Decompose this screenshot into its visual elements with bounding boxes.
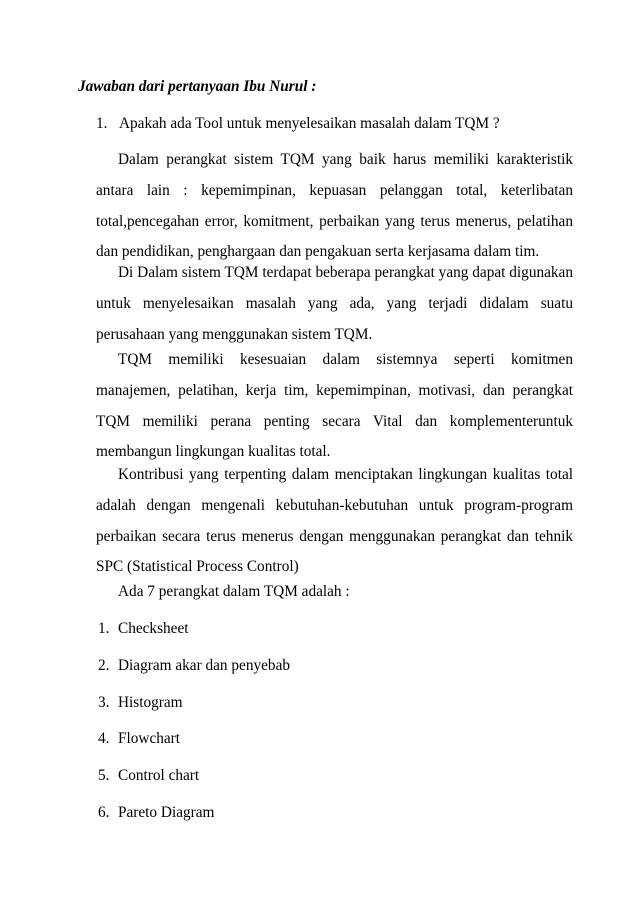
list-item	[98, 767, 290, 804]
paragraph-tools-usage: Di Dalam sistem TQM terdapat beberapa perangkat yang dapat digunakan untuk menyelesaikan masalah yang ada, yang terjadi didalam suatu perusahaan yang menggunakan sistem TQM.	[96, 264, 573, 343]
list-item-number: 2.	[98, 656, 110, 674]
question-number: 1.	[96, 115, 108, 132]
list-item	[98, 730, 290, 767]
list-item-label: Control chart	[118, 767, 200, 785]
list-item-label: Histogram	[118, 693, 183, 711]
list-item-number: 1.	[98, 620, 110, 637]
list-item	[98, 620, 290, 657]
document-heading: Jawaban dari pertanyaan Ibu Nurul :	[78, 78, 317, 95]
tools-intro: Ada 7 perangkat dalam TQM adalah :	[118, 583, 350, 600]
list-item-number: 5.	[98, 767, 110, 785]
list-item-label: Flowchart	[118, 730, 181, 748]
list-item	[98, 804, 290, 841]
list-item-number: 6.	[98, 803, 110, 821]
list-item-label: Pareto Diagram	[118, 803, 215, 821]
tools-list	[98, 620, 290, 841]
paragraph-compatibility: TQM memiliki kesesuaian dalam sistemnya seperti komitmen manajemen, pelatihan, kerja tim, kepemimpinan, motivasi, dan perangkat TQM memiliki perana penting secara Vital dan komplementeruntuk membangun lingkungan kualitas total.	[96, 351, 573, 461]
list-item-label: Checksheet	[118, 620, 189, 637]
list-item	[98, 657, 290, 694]
paragraph-contribution: Kontribusi yang terpenting dalam menciptakan lingkungan kualitas total adalah dengan mengenali kebutuhan-kebutuhan untuk program-program perbaikan secara terus menerus dengan menggunakan perangkat dan tehnik SPC (Statistical Process Control)	[96, 466, 573, 576]
question-text: Apakah ada Tool untuk menyelesaikan masalah dalam TQM ?	[118, 115, 500, 132]
question-item	[96, 115, 500, 133]
list-item-number: 4.	[98, 730, 110, 748]
list-item-label: Diagram akar dan penyebab	[118, 656, 291, 674]
list-item	[98, 694, 290, 731]
list-item-number: 3.	[98, 693, 110, 711]
paragraph-characteristics: Dalam perangkat sistem TQM yang baik harus memiliki karakteristik antara lain : kepemimpinan, kepuasan pelanggan total, keterlibatan total,pencegahan error, komitment, perbaikan yang terus menerus, pelatihan dan pendidikan, penghargaan dan pengakuan serta kerjasama dalam tim.	[96, 151, 573, 261]
